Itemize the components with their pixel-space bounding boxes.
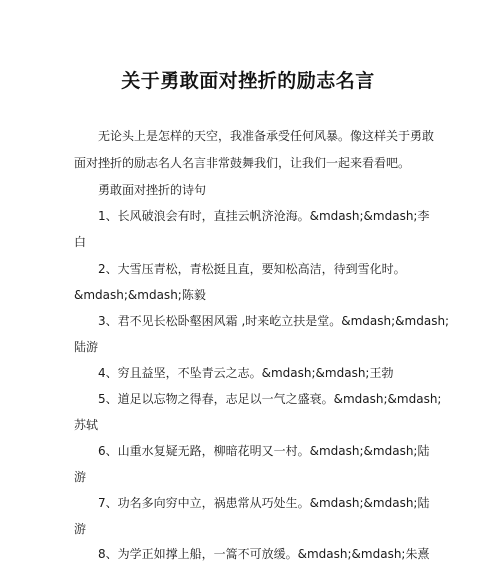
quote-line: 4、穷且益坚，不坠青云之志。&mdash;&mdash;王勃 bbox=[98, 366, 394, 380]
quote-line: 3、君不见长松卧壑困风霜 ,时来屹立扶是堂。&mdash;&mdash; bbox=[98, 314, 450, 328]
quote-line: 2、大雪压青松，青松挺且直，要知松高洁，待到雪化时。 bbox=[98, 262, 406, 276]
quote-line: 游 bbox=[74, 522, 87, 536]
quote-line: 游 bbox=[74, 470, 87, 484]
quote-line: 5、道足以忘物之得春，志足以一气之盛衰。&mdash;&mdash; bbox=[98, 392, 442, 406]
quote-line: 7、功名多向穷中立，祸患常从巧处生。&mdash;&mdash;陆 bbox=[98, 496, 430, 510]
quote-line: 苏轼 bbox=[74, 418, 99, 432]
quote-line: 8、为学正如撑上船，一篙不可放缓。&mdash;&mdash;朱熹 bbox=[98, 547, 430, 561]
quote-line: 1、长风破浪会有时，直挂云帆济沧海。&mdash;&mdash;李 bbox=[98, 209, 430, 223]
paragraph-line: 无论头上是怎样的天空，我准备承受任何风暴。像这样关于勇敢 bbox=[98, 129, 435, 143]
document-title: 关于勇敢面对挫折的励志名言 bbox=[121, 70, 375, 92]
section-heading: 勇敢面对挫折的诗句 bbox=[98, 183, 207, 197]
quote-line: &mdash;&mdash;陈毅 bbox=[74, 288, 206, 302]
quote-line: 白 bbox=[74, 235, 87, 249]
quote-line: 6、山重水复疑无路，柳暗花明又一村。&mdash;&mdash;陆 bbox=[98, 444, 430, 458]
quote-line: 陆游 bbox=[74, 340, 99, 354]
paragraph-line: 面对挫折的励志名人名言非常鼓舞我们，让我们一起来看看吧。 bbox=[74, 156, 411, 170]
